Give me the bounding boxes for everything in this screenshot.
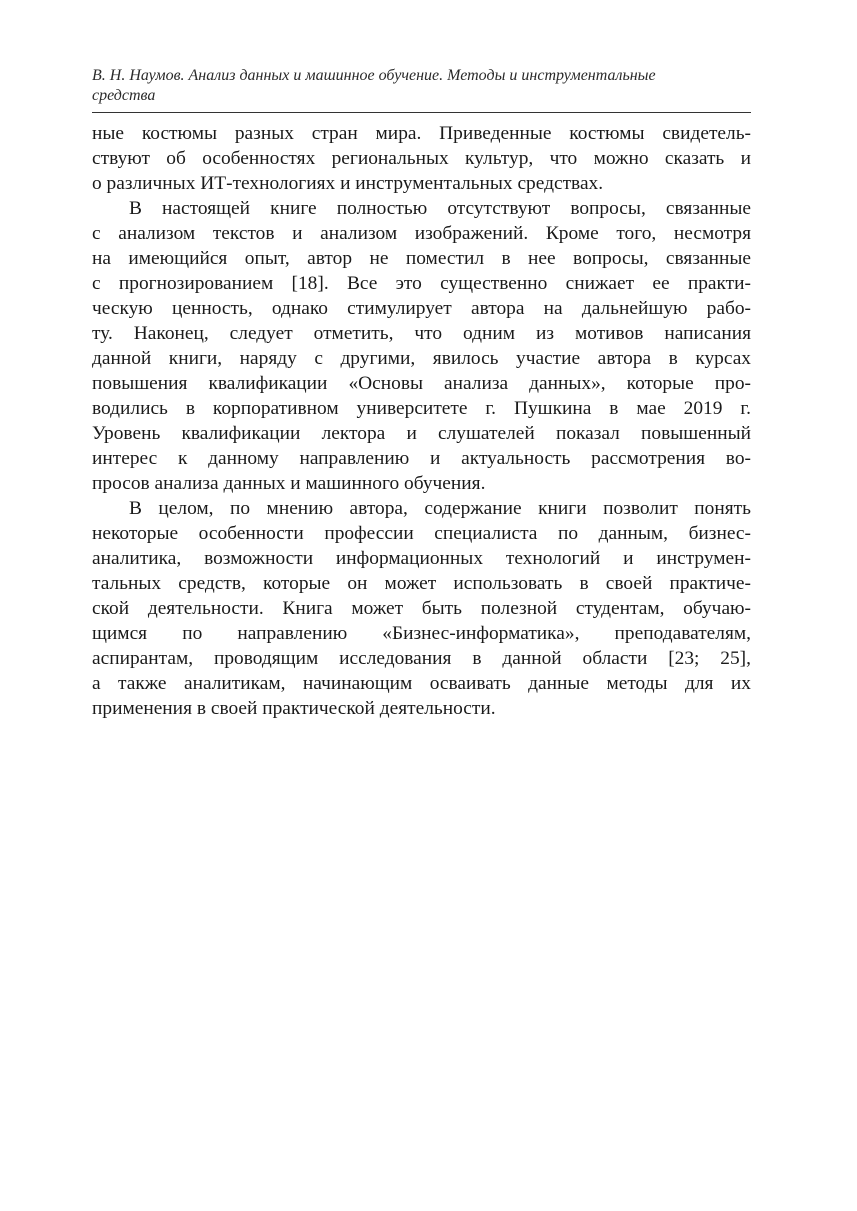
text-line: щимся по направлению «Бизнес-информатика», преподавателям, xyxy=(92,623,751,644)
text-line: применения в своей практической деятельности. xyxy=(92,698,496,719)
text-line: ту. Наконец, следует отметить, что одним из мотивов написания xyxy=(92,323,751,344)
text-line: повышения квалификации «Основы анализа данных», которые про- xyxy=(92,373,751,394)
running-header-line-2: средства xyxy=(92,87,156,104)
text-line: данной книги, наряду с другими, явилось участие автора в курсах xyxy=(92,348,751,369)
paragraph-3 xyxy=(92,496,751,721)
text-line: Уровень квалификации лектора и слушателей показал повышенный xyxy=(92,423,751,444)
book-page xyxy=(92,66,751,721)
running-header xyxy=(92,66,751,113)
text-line: В настоящей книге полностью отсутствуют вопросы, связанные xyxy=(129,198,751,219)
text-line: ные костюмы разных стран мира. Приведенные костюмы свидетель- xyxy=(92,123,751,144)
text-line: аспирантам, проводящим исследования в данной области [23; 25], xyxy=(92,648,751,669)
text-line: с анализом текстов и анализом изображений. Кроме того, несмотря xyxy=(92,223,751,244)
text-line: интерес к данному направлению и актуальность рассмотрения во- xyxy=(92,448,751,469)
text-line: аналитика, возможности информационных технологий и инструмен- xyxy=(92,548,751,569)
text-line: о различных ИТ-технологиях и инструментальных средствах. xyxy=(92,173,604,194)
text-line: ской деятельности. Книга может быть полезной студентам, обучаю- xyxy=(92,598,751,619)
text-line: с прогнозированием [18]. Все это существенно снижает ее практи- xyxy=(92,273,751,294)
text-line: водились в корпоративном университете г. Пушкина в мае 2019 г. xyxy=(92,398,751,419)
text-line: некоторые особенности профессии специалиста по данным, бизнес- xyxy=(92,523,751,544)
text-line: В целом, по мнению автора, содержание книги позволит понять xyxy=(129,498,751,519)
text-line: просов анализа данных и машинного обучения. xyxy=(92,473,486,494)
body-text xyxy=(92,121,751,721)
paragraph-1 xyxy=(92,121,751,196)
text-line: а также аналитикам, начинающим осваивать данные методы для их xyxy=(92,673,751,694)
text-line: ствуют об особенностях региональных культур, что можно сказать и xyxy=(92,148,751,169)
text-line: тальных средств, которые он может использовать в своей практиче- xyxy=(92,573,751,594)
paragraph-2 xyxy=(92,196,751,496)
text-line: ческую ценность, однако стимулирует автора на дальнейшую рабо- xyxy=(92,298,751,319)
running-header-line-1: В. Н. Наумов. Анализ данных и машинное обучение. Методы и инструментальные xyxy=(92,67,656,84)
text-line: на имеющийся опыт, автор не поместил в нее вопросы, связанные xyxy=(92,248,751,269)
